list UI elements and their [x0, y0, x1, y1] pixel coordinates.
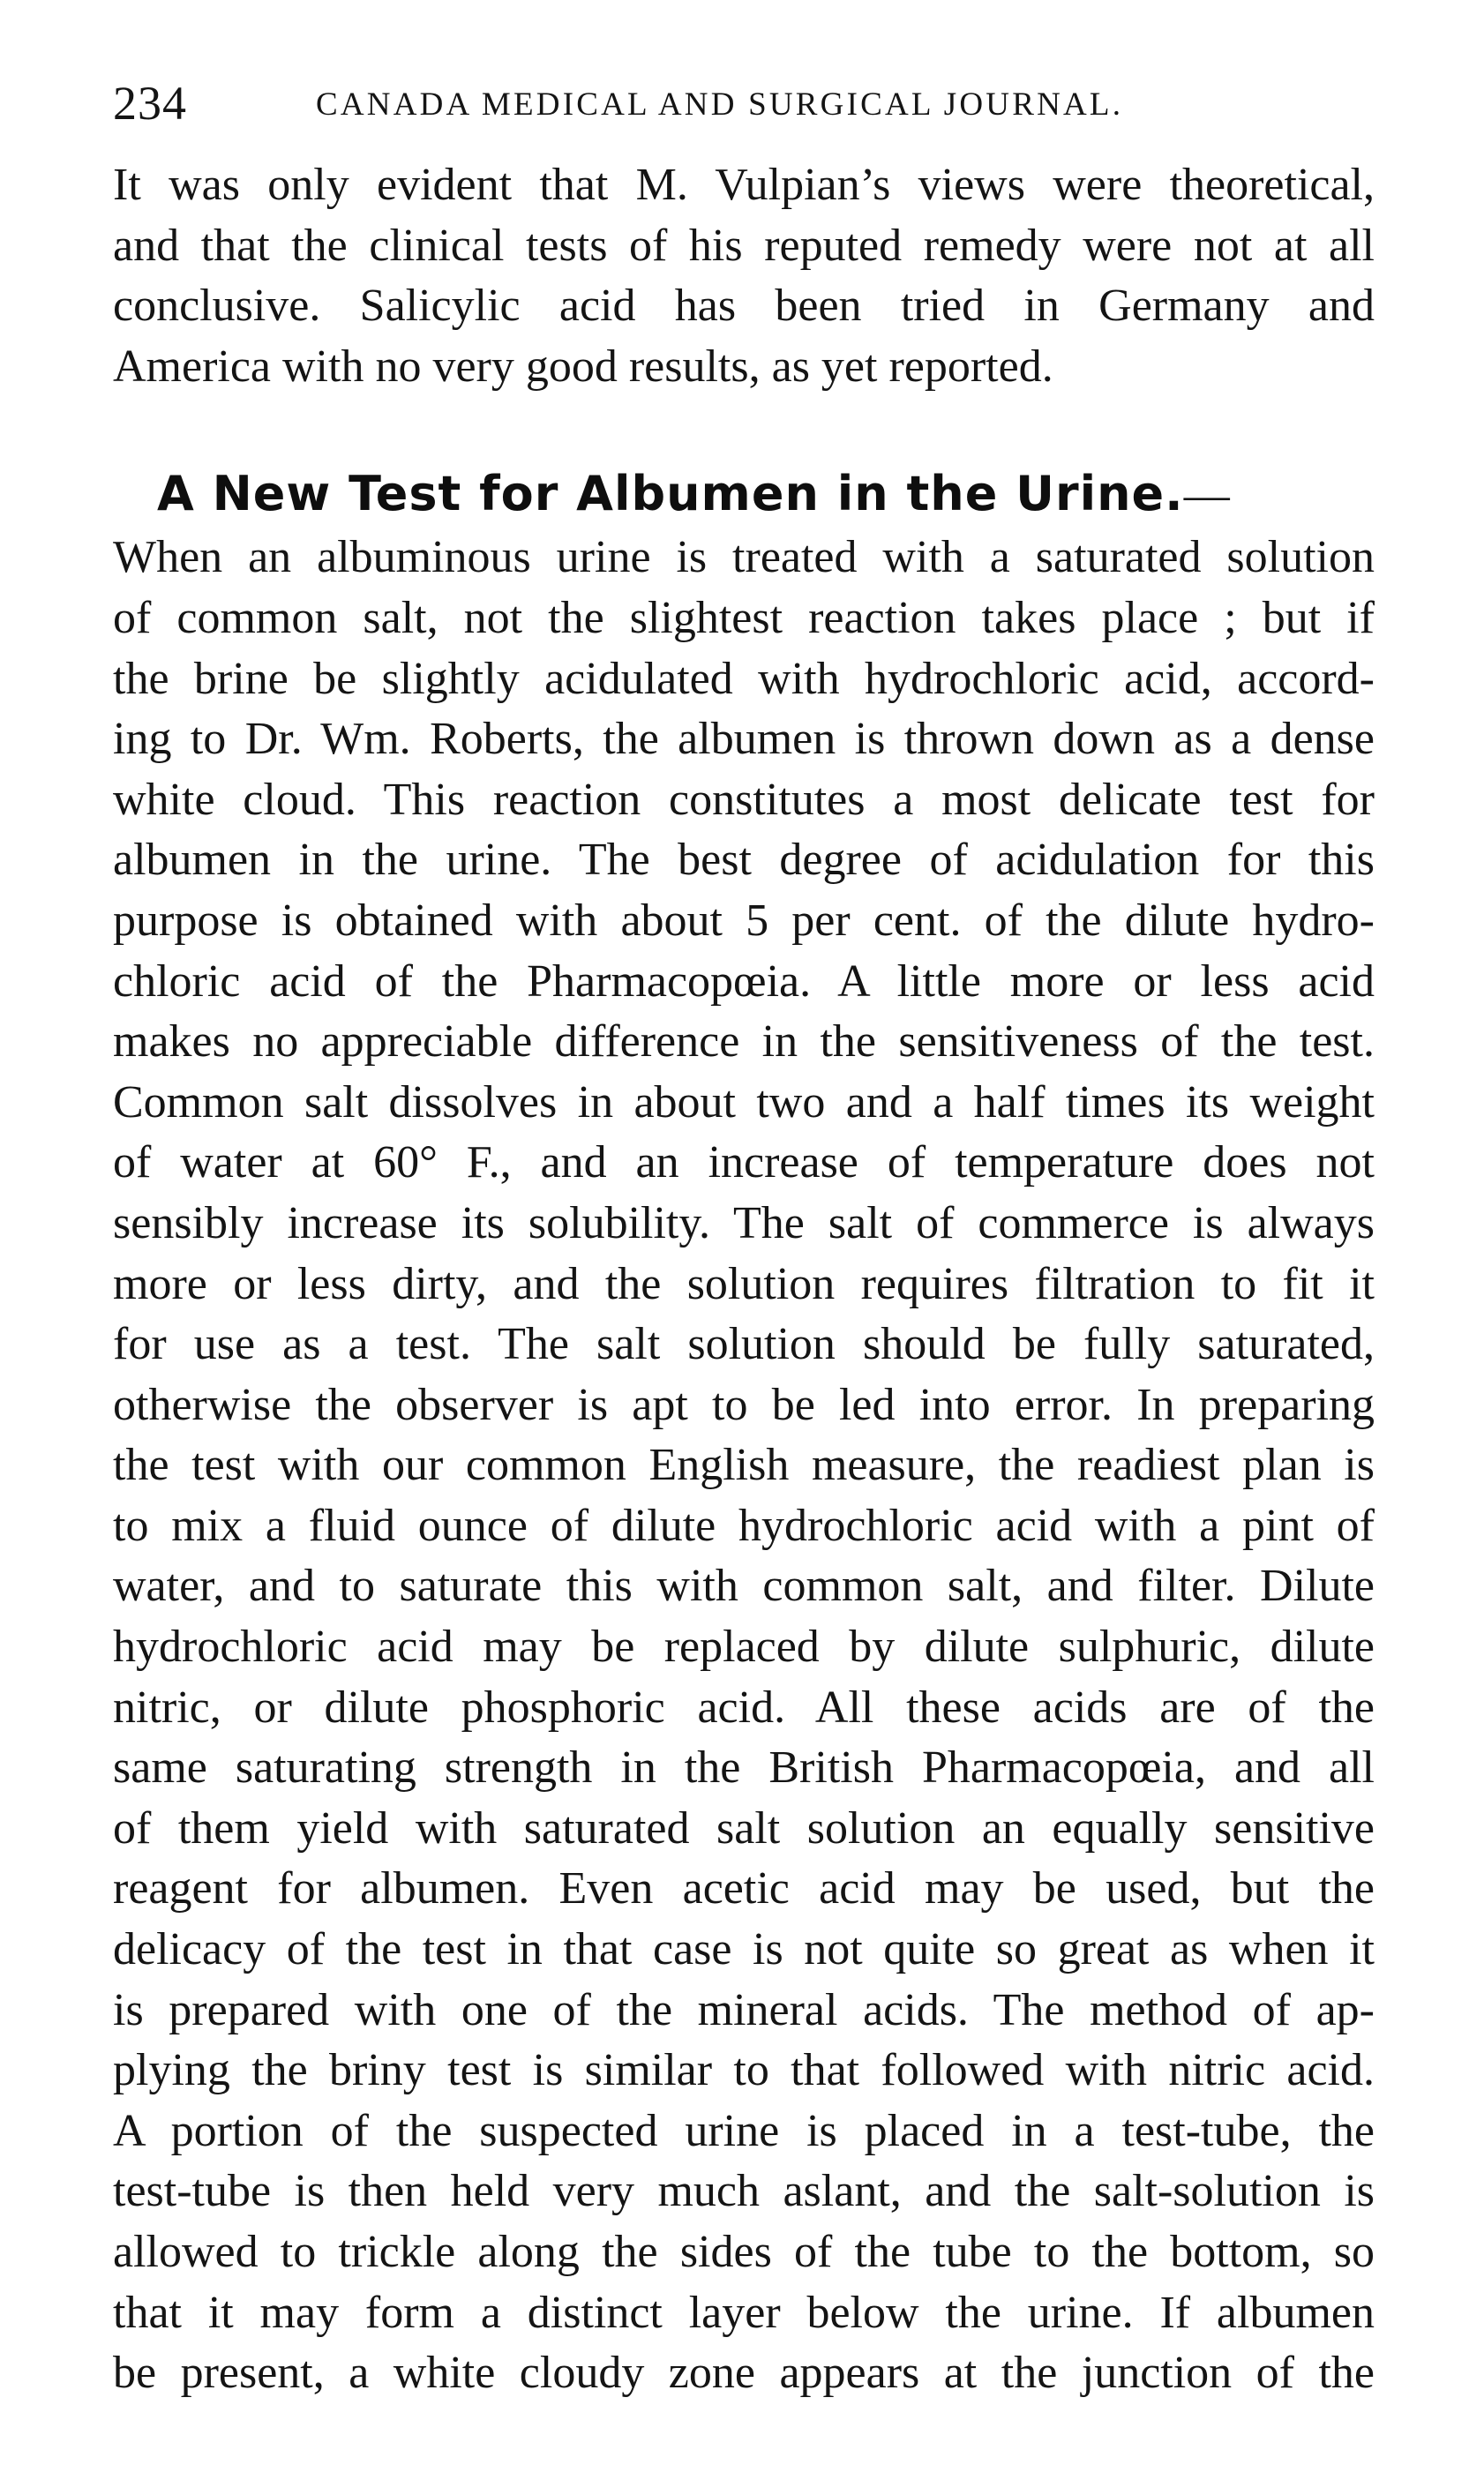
- body-text: [113, 155, 1375, 2404]
- text-line: the test with our common English measure, the readiest plan is: [113, 1440, 1375, 1491]
- text-line: albumen in the urine. The best degree of acidulation for this: [113, 835, 1375, 886]
- text-line: the brine be slightly acidulated with hydrochloric acid, accord-: [113, 653, 1375, 704]
- text-line: is prepared with one of the mineral acids. The method of ap-: [113, 1984, 1375, 2035]
- page-header: [113, 72, 1366, 134]
- text-line: chloric acid of the Pharmacopœia. A little more or less acid: [113, 955, 1375, 1007]
- text-line: that it may form a distinct layer below the urine. If albumen: [113, 2287, 1375, 2338]
- text-line: white cloud. This reaction constitutes a most delicate test for: [113, 774, 1375, 825]
- text-line: Common salt dissolves in about two and a half times its weight: [113, 1076, 1375, 1128]
- text-line: plying the briny test is similar to that followed with nitric acid.: [113, 2045, 1375, 2096]
- text-line: same saturating strength in the British Pharmacopœia, and all: [113, 1742, 1375, 1794]
- running-title: CANADA MEDICAL AND SURGICAL JOURNAL.: [316, 86, 1124, 123]
- text-line: America with no very good results, as yet reported.: [113, 341, 1053, 392]
- heading-dash: —: [1183, 470, 1230, 521]
- text-line: of them yield with saturated salt solution an equally sensitive: [113, 1802, 1375, 1854]
- text-line: of common salt, not the slightest reaction takes place ; but if: [113, 592, 1375, 643]
- text-line: reagent for albumen. Even acetic acid may be used, but the: [113, 1863, 1375, 1914]
- text-line: sensibly increase its solubility. The salt of commerce is always: [113, 1197, 1375, 1248]
- text-line: to mix a fluid ounce of dilute hydrochloric acid with a pint of: [113, 1500, 1375, 1551]
- article-heading-line: [113, 461, 1375, 528]
- text-line: of water at 60° F., and an increase of temperature does not: [113, 1137, 1375, 1188]
- text-line: hydrochloric acid may be replaced by dilute sulphuric, dilute: [113, 1622, 1375, 1673]
- text-line: delicacy of the test in that case is not quite so great as when it: [113, 1924, 1375, 1975]
- text-line: makes no appreciable difference in the sensitiveness of the test.: [113, 1016, 1375, 1068]
- text-line: otherwise the observer is apt to be led into error. In preparing: [113, 1379, 1375, 1430]
- text-line: for use as a test. The salt solution should be fully saturated,: [113, 1319, 1375, 1370]
- text-line: A portion of the suspected urine is placed in a test-tube, the: [113, 2105, 1375, 2156]
- text-line: It was only evident that M. Vulpian’s views were theoretical,: [113, 160, 1375, 210]
- text-line: conclusive. Salicylic acid has been tried in Germany and: [113, 281, 1375, 332]
- intro-paragraph: [113, 155, 1375, 397]
- text-line: be present, a white cloudy zone appears at the junction of the: [113, 2348, 1375, 2399]
- text-line: nitric, or dilute phosphoric acid. All these acids are of the: [113, 1682, 1375, 1733]
- text-line: purpose is obtained with about 5 per cent. of the dilute hydro-: [113, 895, 1375, 946]
- text-line: test-tube is then held very much aslant, and the salt-solution is: [113, 2166, 1375, 2217]
- article-paragraph: [113, 461, 1375, 2403]
- article-heading: A New Test for Albumen in the Urine.: [157, 466, 1184, 522]
- text-line: ing to Dr. Wm. Roberts, the albumen is thrown down as a dense: [113, 714, 1375, 765]
- text-line: and that the clinical tests of his reputed remedy were not at all: [113, 220, 1375, 271]
- text-line: allowed to trickle along the sides of the tube to the bottom, so: [113, 2227, 1375, 2277]
- section-spacer: [113, 397, 1375, 461]
- text-line: more or less dirty, and the solution requires filtration to fit it: [113, 1258, 1375, 1309]
- text-line: When an albuminous urine is treated with a saturated solution: [113, 532, 1375, 583]
- page-number: 234: [113, 77, 187, 130]
- text-line: water, and to saturate this with common salt, and filter. Dilute: [113, 1561, 1375, 1612]
